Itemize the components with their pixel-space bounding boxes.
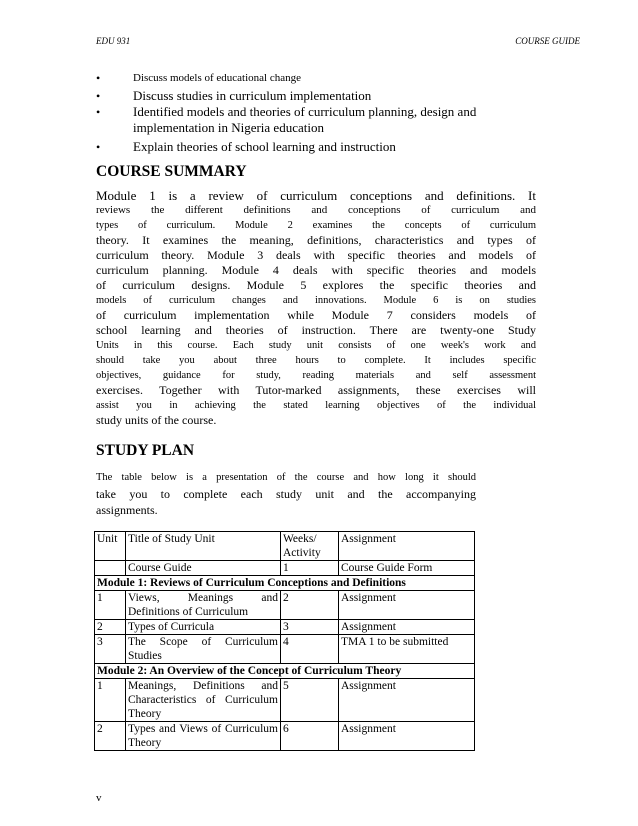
title-cell: Types of Curricula [126, 620, 281, 635]
column-header: Assignment [339, 532, 475, 561]
weeks-cell: 6 [281, 722, 339, 751]
list-item: • Explain theories of school learning and instruction [96, 139, 516, 155]
module-row [95, 576, 475, 591]
table-row [95, 679, 475, 722]
table-row [95, 620, 475, 635]
assignment-cell: Course Guide Form [339, 561, 475, 576]
summary-line: theory. It examines the meaning, definitions, characteristics and types of [96, 233, 536, 247]
weeks-cell: 4 [281, 635, 339, 664]
list-item: • Identified models and theories of curriculum planning, design and implementation in Nigeria education [96, 104, 516, 136]
title-cell: Meanings, Definitions and Characteristics of Curriculum Theory [126, 679, 281, 722]
summary-line: of curriculum implementation while Module 7 considers models of [96, 308, 536, 322]
study-plan-heading: STUDY PLAN [96, 442, 195, 459]
running-header-right: COURSE GUIDE [515, 36, 580, 46]
table-header-row [95, 532, 475, 561]
summary-line: should take you about three hours to complete. It includes specific [96, 355, 536, 366]
running-header-left: EDU 931 [96, 36, 131, 46]
unit-cell: 1 [95, 591, 126, 620]
module-title: Module 2: An Overview of the Concept of Curriculum Theory [95, 664, 475, 679]
table-row [95, 635, 475, 664]
assignment-cell: TMA 1 to be submitted [339, 635, 475, 664]
title-cell: Course Guide [126, 561, 281, 576]
summary-line: assist you in achieving the stated learning objectives of the individual [96, 400, 536, 411]
assignment-cell: Assignment [339, 679, 475, 722]
summary-line: school learning and theories of instruction. There are twenty-one Study [96, 323, 536, 337]
table-row [95, 722, 475, 751]
page-number: v [96, 792, 102, 804]
table-row [95, 561, 475, 576]
column-header: Weeks/ Activity [281, 532, 339, 561]
title-cell: The Scope of Curriculum Studies [126, 635, 281, 664]
module-title: Module 1: Reviews of Curriculum Conceptions and Definitions [95, 576, 475, 591]
weeks-cell: 5 [281, 679, 339, 722]
plan-line: The table below is a presentation of the course and how long it should [96, 472, 476, 483]
list-item: • Discuss models of educational change [96, 70, 516, 86]
summary-line: objectives, guidance for study, reading materials and self assessment [96, 370, 536, 381]
module-row [95, 664, 475, 679]
summary-line: types of curriculum. Module 2 examines the concepts of curriculum [96, 220, 536, 231]
unit-cell: 1 [95, 679, 126, 722]
summary-line: exercises. Together with Tutor-marked assignments, these exercises will [96, 383, 536, 397]
title-cell: Types and Views of Curriculum Theory [126, 722, 281, 751]
unit-cell [95, 561, 126, 576]
summary-line: reviews the different definitions and conceptions of curriculum and [96, 204, 536, 216]
table-row [95, 591, 475, 620]
summary-line: models of curriculum changes and innovations. Module 6 is on studies [96, 295, 536, 306]
summary-line: curriculum planning. Module 4 deals with specific theories and models [96, 263, 536, 277]
unit-cell: 2 [95, 620, 126, 635]
summary-line: study units of the course. [96, 413, 217, 427]
summary-line: of curriculum designs. Module 5 explores the specific theories and [96, 278, 536, 292]
assignment-cell: Assignment [339, 620, 475, 635]
summary-line: curriculum theory. Module 3 deals with specific theories and models of [96, 248, 536, 262]
assignment-cell: Assignment [339, 591, 475, 620]
weeks-cell: 2 [281, 591, 339, 620]
unit-cell: 3 [95, 635, 126, 664]
assignment-cell: Assignment [339, 722, 475, 751]
summary-line: Module 1 is a review of curriculum conceptions and definitions. It [96, 188, 536, 203]
summary-line: Units in this course. Each study unit consists of one week's work and [96, 340, 536, 351]
column-header: Title of Study Unit [126, 532, 281, 561]
unit-cell: 2 [95, 722, 126, 751]
weeks-cell: 3 [281, 620, 339, 635]
weeks-cell: 1 [281, 561, 339, 576]
course-summary-heading: COURSE SUMMARY [96, 163, 247, 180]
plan-line: assignments. [96, 503, 158, 517]
column-header: Unit [95, 532, 126, 561]
study-plan-intro [96, 470, 476, 518]
plan-line: take you to complete each study unit and the accompanying [96, 487, 476, 501]
course-summary-paragraph [96, 188, 536, 428]
list-item: • Discuss studies in curriculum implementation [96, 88, 516, 104]
objectives-list [96, 70, 516, 155]
title-cell: Views, Meanings and Definitions of Curriculum [126, 591, 281, 620]
study-plan-table [94, 531, 475, 751]
